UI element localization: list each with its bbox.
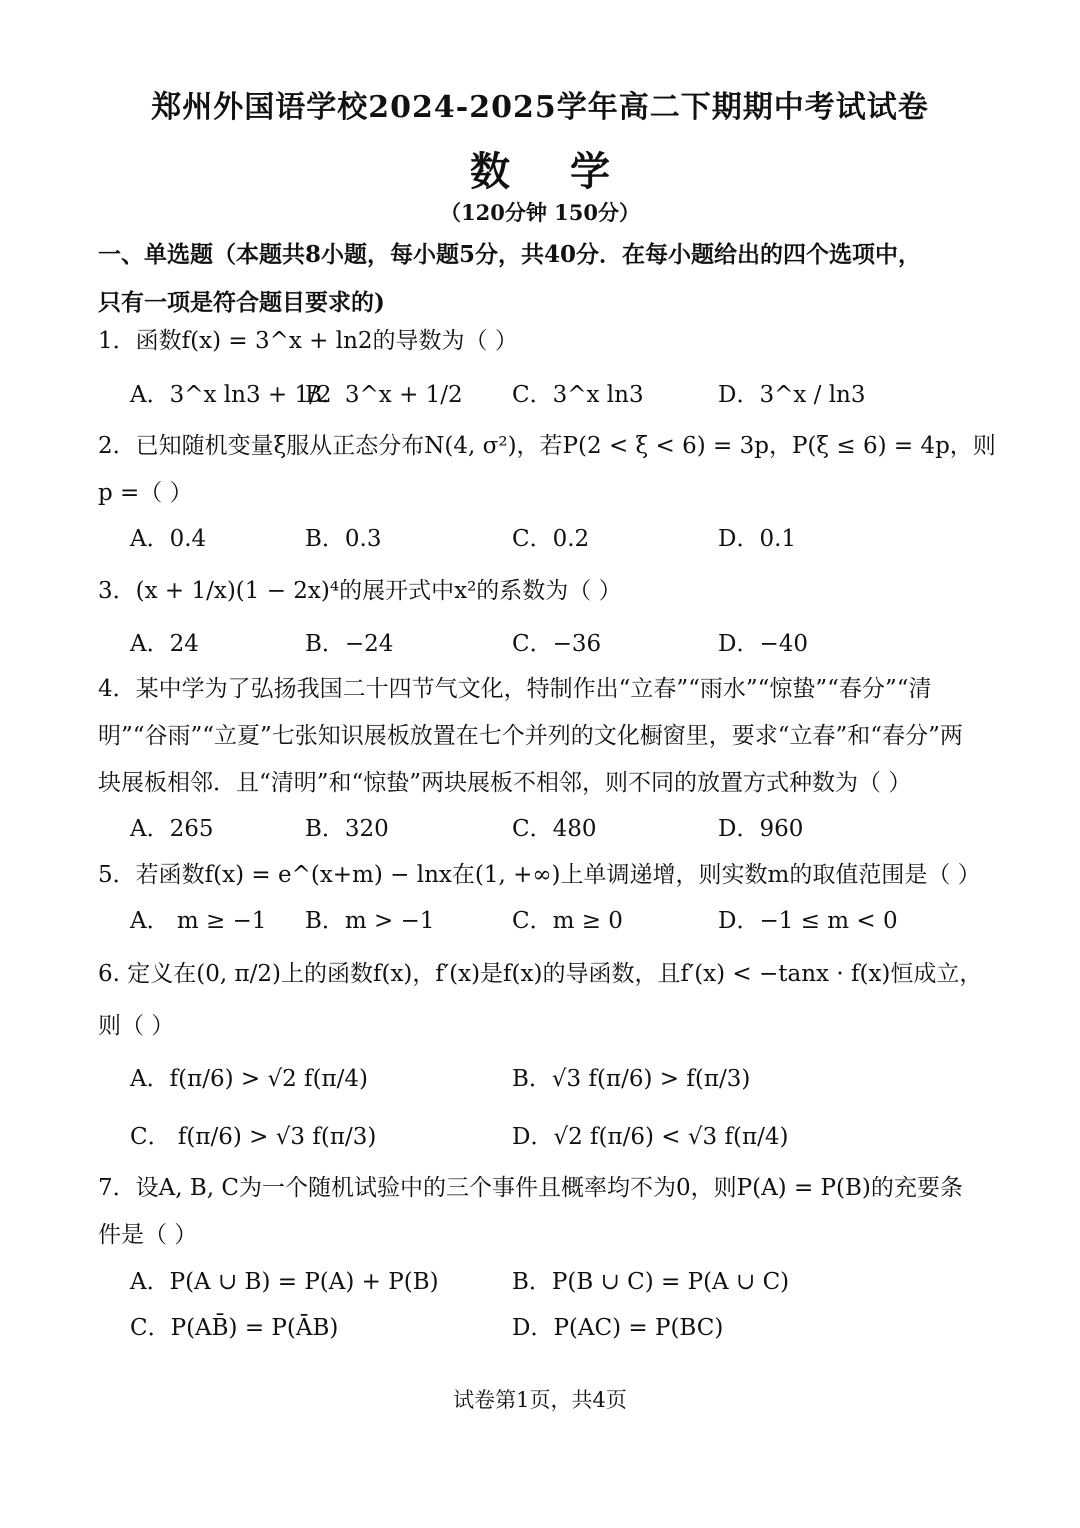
section-heading-line1: 一、单选题（本题共8小题，每小题5分，共40分．在每小题给出的四个选项中， — [98, 241, 922, 268]
question-2-option-c: C．0.2 — [512, 526, 590, 552]
question-3-option-d: D．−40 — [718, 631, 808, 657]
question-2-option-b: B．0.3 — [305, 526, 382, 552]
question-6-option-a: A．f(π/6) > √2 f(π/4) — [130, 1066, 369, 1092]
question-7-option-c: C．P(AB̄) = P(ĀB) — [130, 1315, 339, 1341]
question-6-option-d: D．√2 f(π/6) < √3 f(π/4) — [512, 1124, 789, 1150]
question-7-stem-line2: 件是（ ） — [98, 1222, 198, 1248]
question-7-stem-line1: 7．设A, B, C为一个随机试验中的三个事件且概率均不为0，则P(A) = P(B)的充要条 — [98, 1175, 963, 1201]
question-5-option-b: B．m > −1 — [305, 908, 435, 934]
question-6-option-b: B．√3 f(π/6) > f(π/3) — [512, 1066, 751, 1092]
question-7-option-b: B．P(B ∪ C) = P(A ∪ C) — [512, 1269, 790, 1295]
question-6-stem-line2: 则（ ） — [98, 1013, 175, 1039]
question-4-option-b: B．320 — [305, 816, 389, 842]
page-footer: 试卷第1页，共4页 — [453, 1388, 627, 1412]
question-3-option-c: C．−36 — [512, 631, 602, 657]
question-4-stem-line1: 4．某中学为了弘扬我国二十四节气文化，特制作出“立春”“雨水”“惊蛰”“春分”“清 — [98, 676, 932, 702]
question-7-option-a: A．P(A ∪ B) = P(A) + P(B) — [130, 1269, 439, 1295]
question-4-option-a: A．265 — [130, 816, 214, 842]
question-1-option-d: D．3^x / ln3 — [718, 382, 866, 408]
question-3-option-b: B．−24 — [305, 631, 394, 657]
subject-title: 数学 — [470, 148, 670, 195]
question-1-stem: 1．函数f(x) = 3^x + ln2的导数为（ ） — [98, 328, 518, 354]
question-2-option-a: A．0.4 — [130, 526, 207, 552]
question-3-option-a: A．24 — [130, 631, 199, 657]
question-6-option-c: C． f(π/6) > √3 f(π/3) — [130, 1124, 377, 1150]
question-1-option-a: A．3^x ln3 + 1/2 — [130, 382, 332, 408]
question-2-stem-line2: p =（ ） — [98, 480, 193, 506]
exam-duration: （120分钟 150分） — [440, 200, 640, 225]
question-5-option-a: A． m ≥ −1 — [130, 908, 267, 934]
question-4-option-d: D．960 — [718, 816, 804, 842]
question-2-option-d: D．0.1 — [718, 526, 797, 552]
question-5-option-c: C．m ≥ 0 — [512, 908, 623, 934]
question-7-option-d: D．P(AC) = P(BC) — [512, 1315, 724, 1341]
section-heading-line2: 只有一项是符合题目要求的) — [98, 289, 385, 316]
question-2-stem-line1: 2．已知随机变量ξ服从正态分布N(4, σ²)，若P(2 < ξ < 6) = 3p，P(ξ ≤ 6) = 4p，则 — [98, 433, 996, 459]
question-3-stem: 3．(x + 1/x)(1 − 2x)⁴的展开式中x²的系数为（ ） — [98, 578, 622, 604]
question-5-option-d: D．−1 ≤ m < 0 — [718, 908, 898, 934]
question-6-stem-line1: 6. 定义在(0, π/2)上的函数f(x)，f′(x)是f(x)的导函数，且f′(x) < −tanx · f(x)恒成立， — [98, 961, 983, 987]
question-4-stem-line3: 块展板相邻．且“清明”和“惊蛰”两块展板不相邻，则不同的放置方式种数为（ ） — [98, 770, 912, 796]
question-4-stem-line2: 明”“谷雨”“立夏”七张知识展板放置在七个并列的文化橱窗里，要求“立春”和“春分”两 — [98, 723, 963, 749]
question-1-option-c: C．3^x ln3 — [512, 382, 644, 408]
question-5-stem: 5．若函数f(x) = e^(x+m) − lnx在(1, +∞)上单调递增，则实数m的取值范围是（ ） — [98, 862, 981, 888]
question-1-option-b: B．3^x + 1/2 — [305, 382, 463, 408]
exam-title: 郑州外国语学校2024-2025学年高二下期期中考试试卷 — [151, 90, 929, 125]
question-4-option-c: C．480 — [512, 816, 597, 842]
